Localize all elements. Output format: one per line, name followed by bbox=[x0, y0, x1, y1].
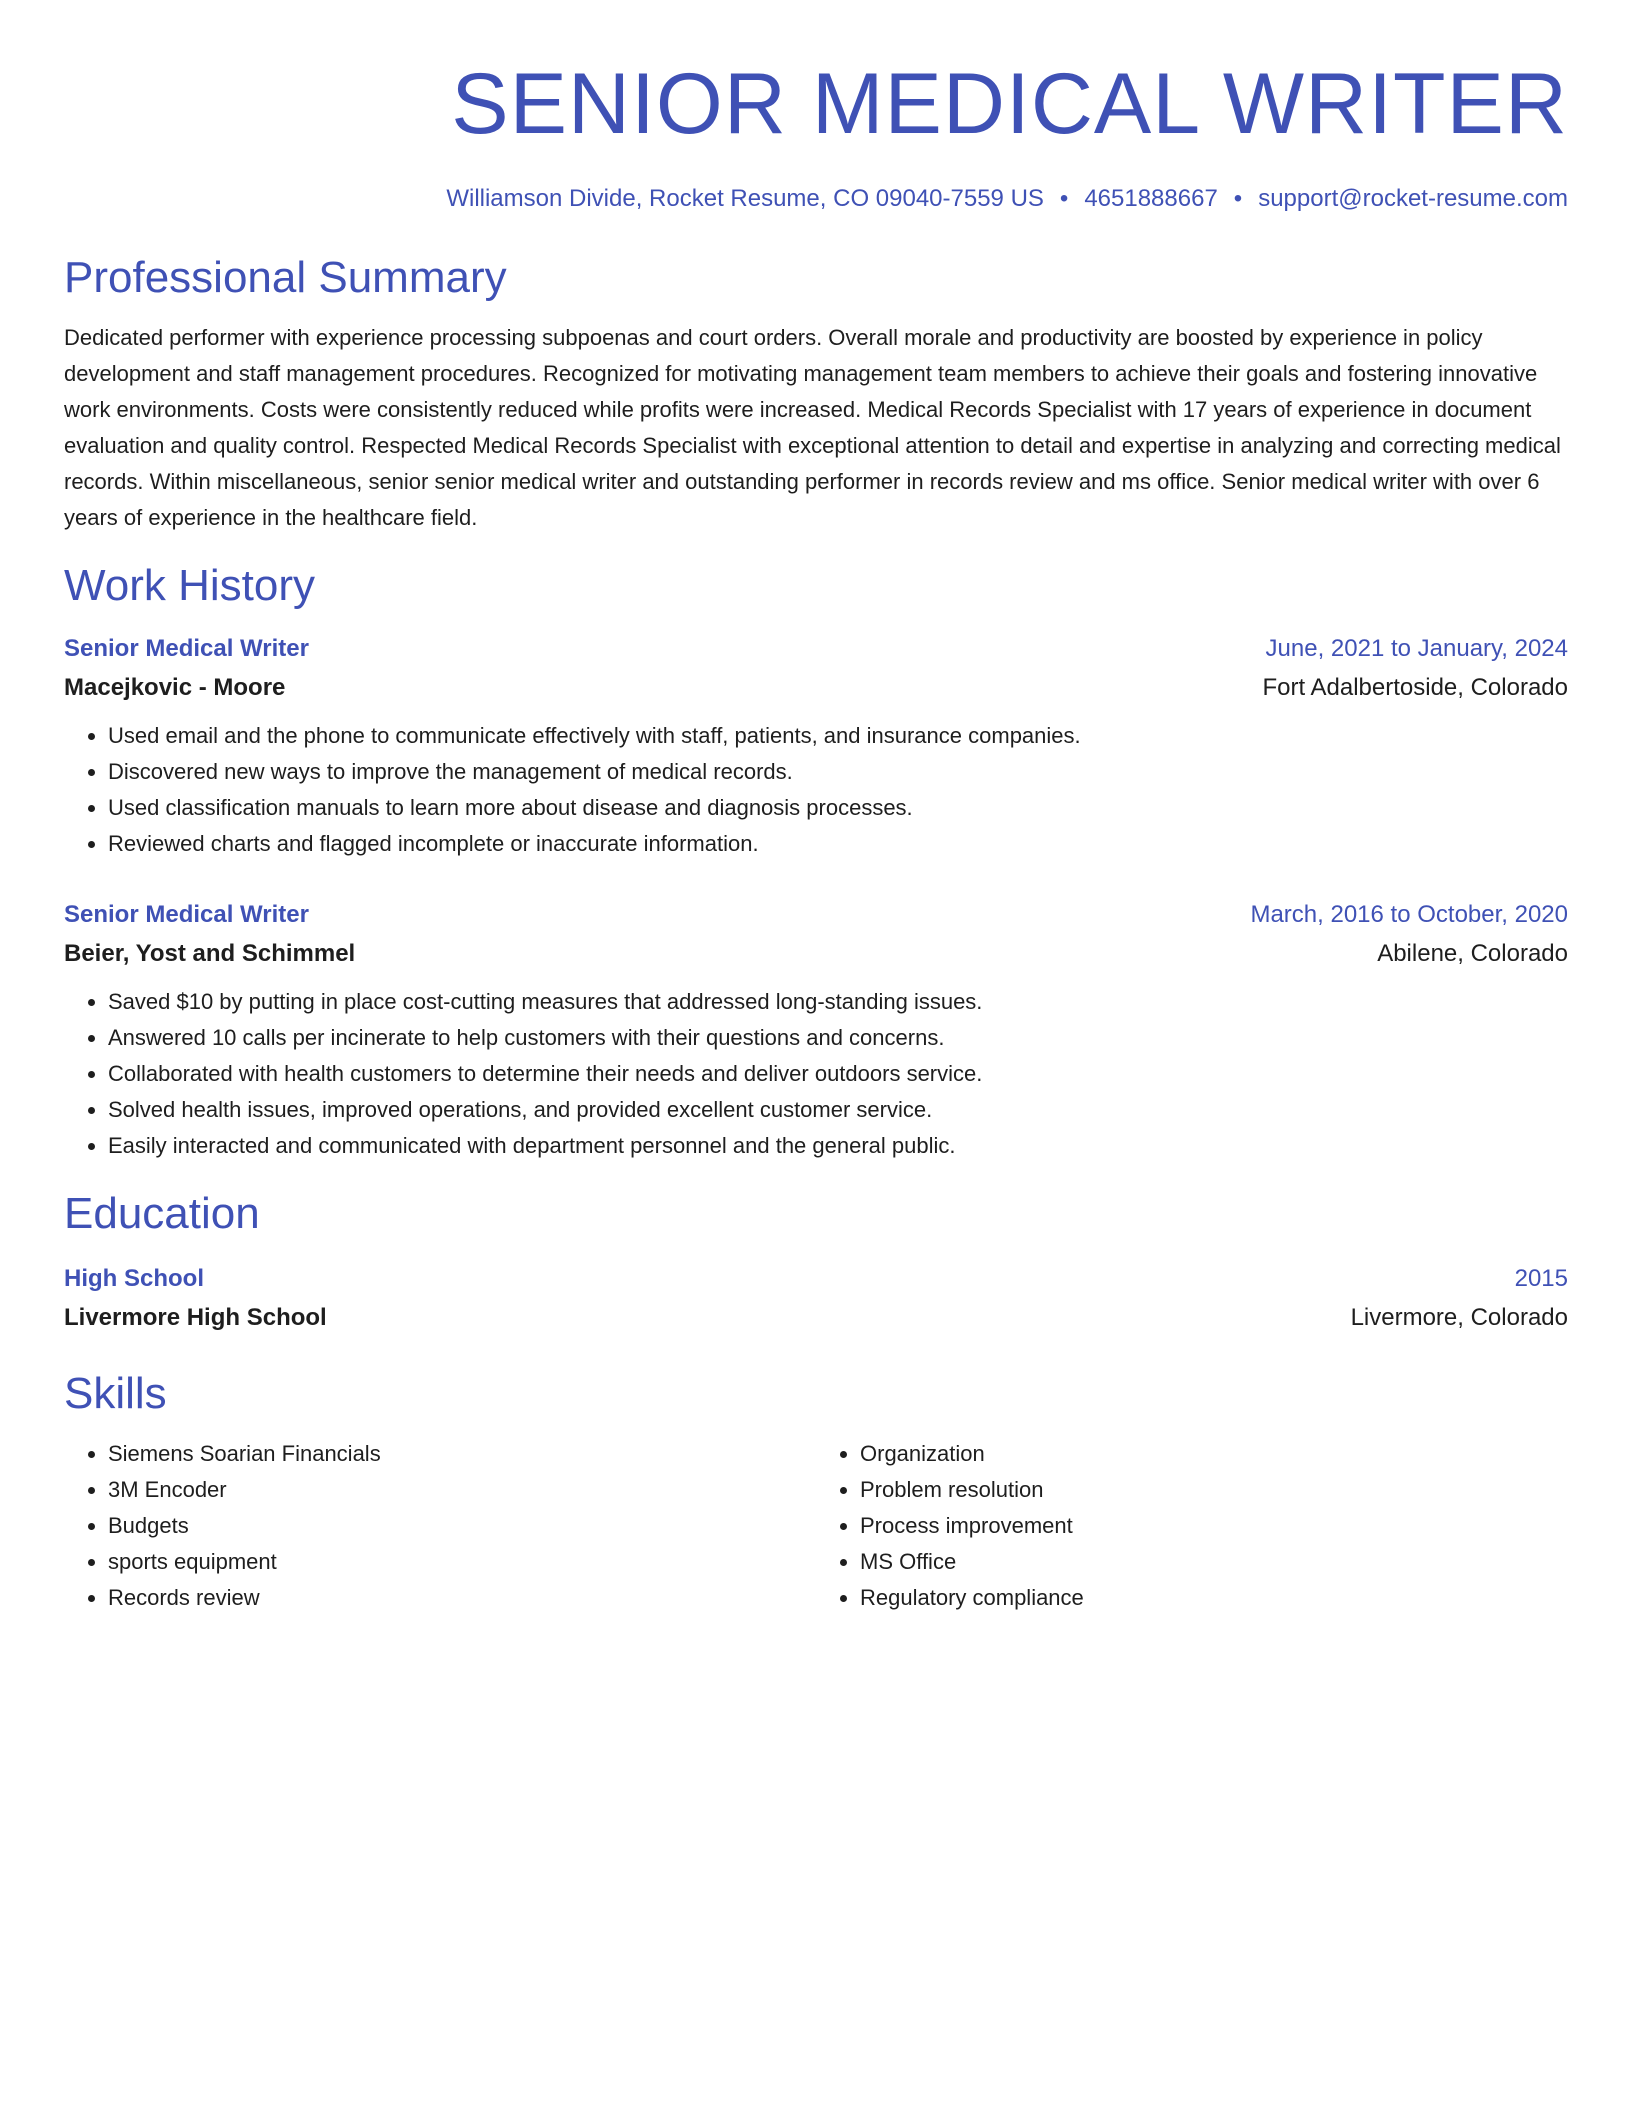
resume-page bbox=[64, 0, 1568, 1616]
skill-item: • MS Office bbox=[860, 1544, 1568, 1580]
section-heading-work-history: Work History bbox=[64, 561, 315, 610]
job-dates: March, 2016 to October, 2020 bbox=[1250, 901, 1568, 928]
skills-list bbox=[64, 1436, 1568, 1616]
contact-line bbox=[64, 182, 1568, 216]
job-bullet: • Saved $10 by putting in place cost-cutting measures that addressed long-standing issues. bbox=[108, 984, 1568, 1020]
job-company-row bbox=[64, 934, 1568, 974]
job-bullet: • Discovered new ways to improve the management of medical records. bbox=[108, 754, 1568, 790]
job-header-row bbox=[64, 896, 1568, 934]
education-school-row bbox=[64, 1298, 1568, 1338]
job-bullet: • Collaborated with health customers to determine their needs and deliver outdoors service. bbox=[108, 1056, 1568, 1092]
section-heading-education: Education bbox=[64, 1189, 260, 1238]
skill-item: • 3M Encoder bbox=[108, 1472, 816, 1508]
job-entry bbox=[64, 896, 1568, 1164]
skills-column-left bbox=[64, 1436, 816, 1616]
contact-phone: 4651888667 bbox=[1084, 185, 1218, 212]
education-location: Livermore, Colorado bbox=[1350, 1304, 1568, 1331]
section-heading-skills: Skills bbox=[64, 1369, 167, 1418]
job-location: Fort Adalbertoside, Colorado bbox=[1262, 674, 1568, 701]
contact-email: support@rocket-resume.com bbox=[1258, 185, 1568, 212]
contact-separator: • bbox=[1233, 185, 1243, 212]
job-entry bbox=[64, 630, 1568, 862]
skill-item: • Organization bbox=[860, 1436, 1568, 1472]
job-location: Abilene, Colorado bbox=[1377, 940, 1568, 967]
job-bullet: • Used classification manuals to learn more about disease and diagnosis processes. bbox=[108, 790, 1568, 826]
skill-item: • Problem resolution bbox=[860, 1472, 1568, 1508]
job-title: Senior Medical Writer bbox=[64, 635, 309, 662]
section-heading-summary: Professional Summary bbox=[64, 253, 507, 302]
skill-item: • sports equipment bbox=[108, 1544, 816, 1580]
job-bullet: • Solved health issues, improved operations, and provided excellent customer service. bbox=[108, 1092, 1568, 1128]
job-header-row bbox=[64, 630, 1568, 668]
job-dates: June, 2021 to January, 2024 bbox=[1265, 635, 1568, 662]
job-company-row bbox=[64, 668, 1568, 708]
job-bullet: • Easily interacted and communicated with department personnel and the general public. bbox=[108, 1128, 1568, 1164]
skill-item: • Siemens Soarian Financials bbox=[108, 1436, 816, 1472]
contact-separator: • bbox=[1059, 185, 1069, 212]
job-bullets bbox=[64, 984, 1568, 1164]
summary-text: Dedicated performer with experience processing subpoenas and court orders. Overall morale and productivity are boosted by experience in policy development and staff management procedures. Recognized for motivating management team members to achieve their goals and fostering innovative work environments. Costs were consistently reduced while profits were increased. Medical Records Specialist with 17 years of experience in document evaluation and quality control. Respected Medical Records Specialist with exceptional attention to detail and expertise in analyzing and correcting medical records. Within miscellaneous, senior senior medical writer and outstanding performer in records review and ms office. Senior medical writer with over 6 years of experience in the healthcare field. bbox=[64, 325, 1561, 530]
job-bullet: • Answered 10 calls per incinerate to help customers with their questions and concerns. bbox=[108, 1020, 1568, 1056]
skill-item: • Budgets bbox=[108, 1508, 816, 1544]
skill-item: • Process improvement bbox=[860, 1508, 1568, 1544]
education-year: 2015 bbox=[1514, 1265, 1568, 1292]
job-company: Beier, Yost and Schimmel bbox=[64, 940, 356, 967]
education-entry bbox=[64, 1260, 1568, 1338]
skill-item: • Records review bbox=[108, 1580, 816, 1616]
skills-column-right bbox=[816, 1436, 1568, 1616]
contact-address: Williamson Divide, Rocket Resume, CO 09040-7559 US bbox=[446, 185, 1044, 212]
education-school: Livermore High School bbox=[64, 1304, 327, 1331]
resume-title: SENIOR MEDICAL WRITER bbox=[451, 56, 1568, 152]
job-bullets bbox=[64, 718, 1568, 862]
education-header-row bbox=[64, 1260, 1568, 1298]
job-bullet: • Used email and the phone to communicate effectively with staff, patients, and insurance companies. bbox=[108, 718, 1568, 754]
skill-item: • Regulatory compliance bbox=[860, 1580, 1568, 1616]
job-company: Macejkovic - Moore bbox=[64, 674, 286, 701]
job-bullet: • Reviewed charts and flagged incomplete or inaccurate information. bbox=[108, 826, 1568, 862]
job-title: Senior Medical Writer bbox=[64, 901, 309, 928]
education-degree: High School bbox=[64, 1265, 204, 1292]
